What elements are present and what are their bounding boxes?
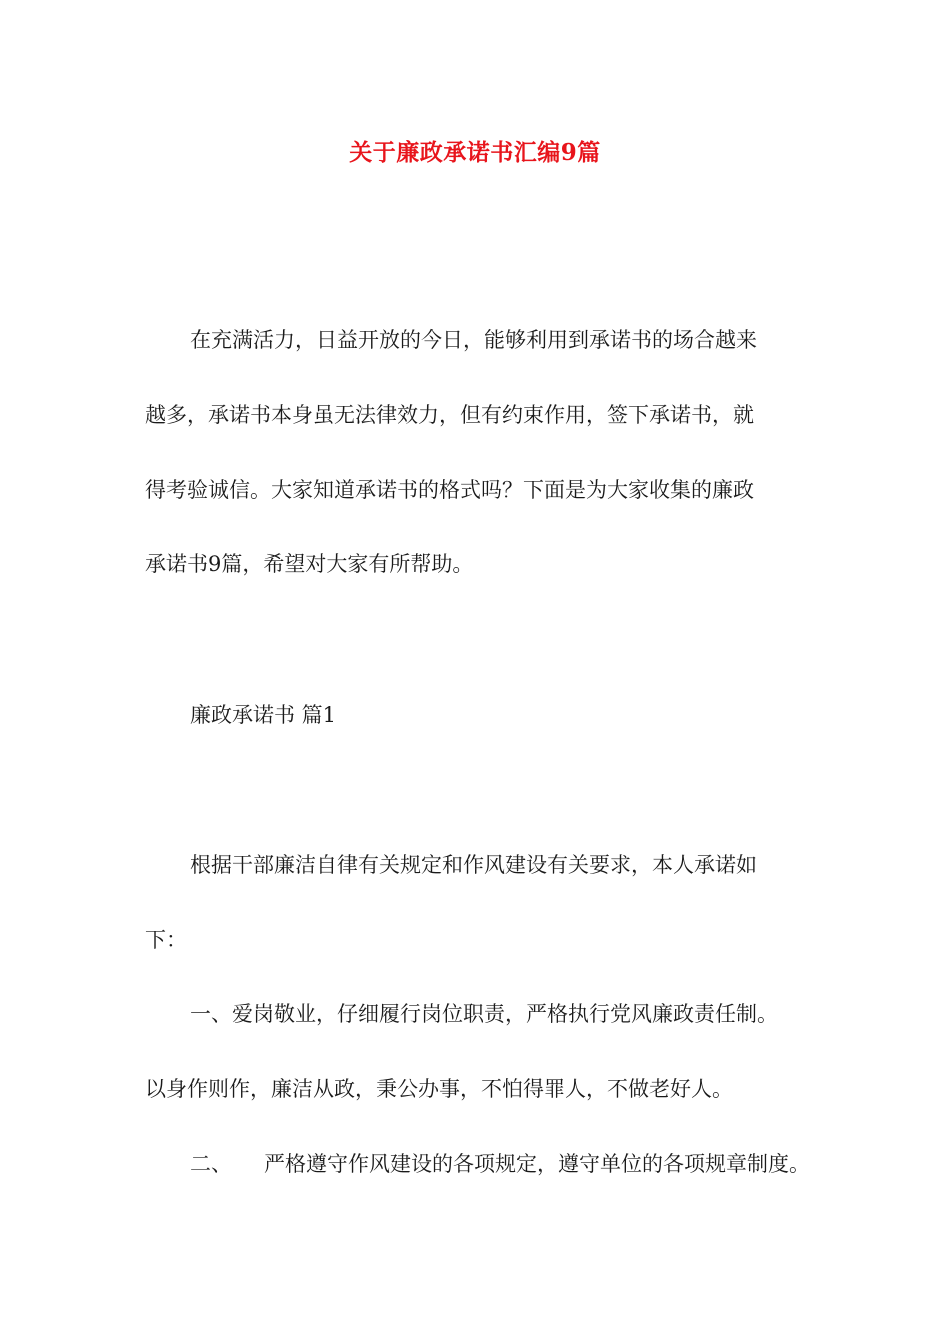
item-two-text: 严格遵守作风建设的各项规定，遵守单位的各项规章制度。 — [264, 1152, 810, 1176]
intro-line-3: 得考验诚信。大家知道承诺书的格式吗？下面是为大家收集的廉政 — [145, 478, 754, 502]
section-heading: 廉政承诺书 篇1 — [190, 703, 337, 727]
intro-line-2: 越多，承诺书本身虽无法律效力，但有约束作用，签下承诺书，就 — [145, 403, 754, 427]
body-line-1: 根据干部廉洁自律有关规定和作风建设有关要求，本人承诺如 — [190, 853, 757, 877]
body-line-2: 下： — [145, 928, 187, 952]
intro-line-4: 承诺书9篇，希望对大家有所帮助。 — [145, 552, 474, 576]
body-line-3: 一、爱岗敬业，仔细履行岗位职责，严格执行党风廉政责任制。 — [190, 1002, 778, 1026]
body-line-4: 以身作则作，廉洁从政，秉公办事，不怕得罪人，不做老好人。 — [145, 1077, 733, 1101]
item-two-label: 二、 — [190, 1152, 232, 1176]
item-two-line — [190, 1149, 810, 1179]
document-title: 关于廉政承诺书汇编9篇 — [349, 139, 601, 166]
intro-line-1: 在充满活力，日益开放的今日，能够利用到承诺书的场合越来 — [190, 328, 757, 352]
